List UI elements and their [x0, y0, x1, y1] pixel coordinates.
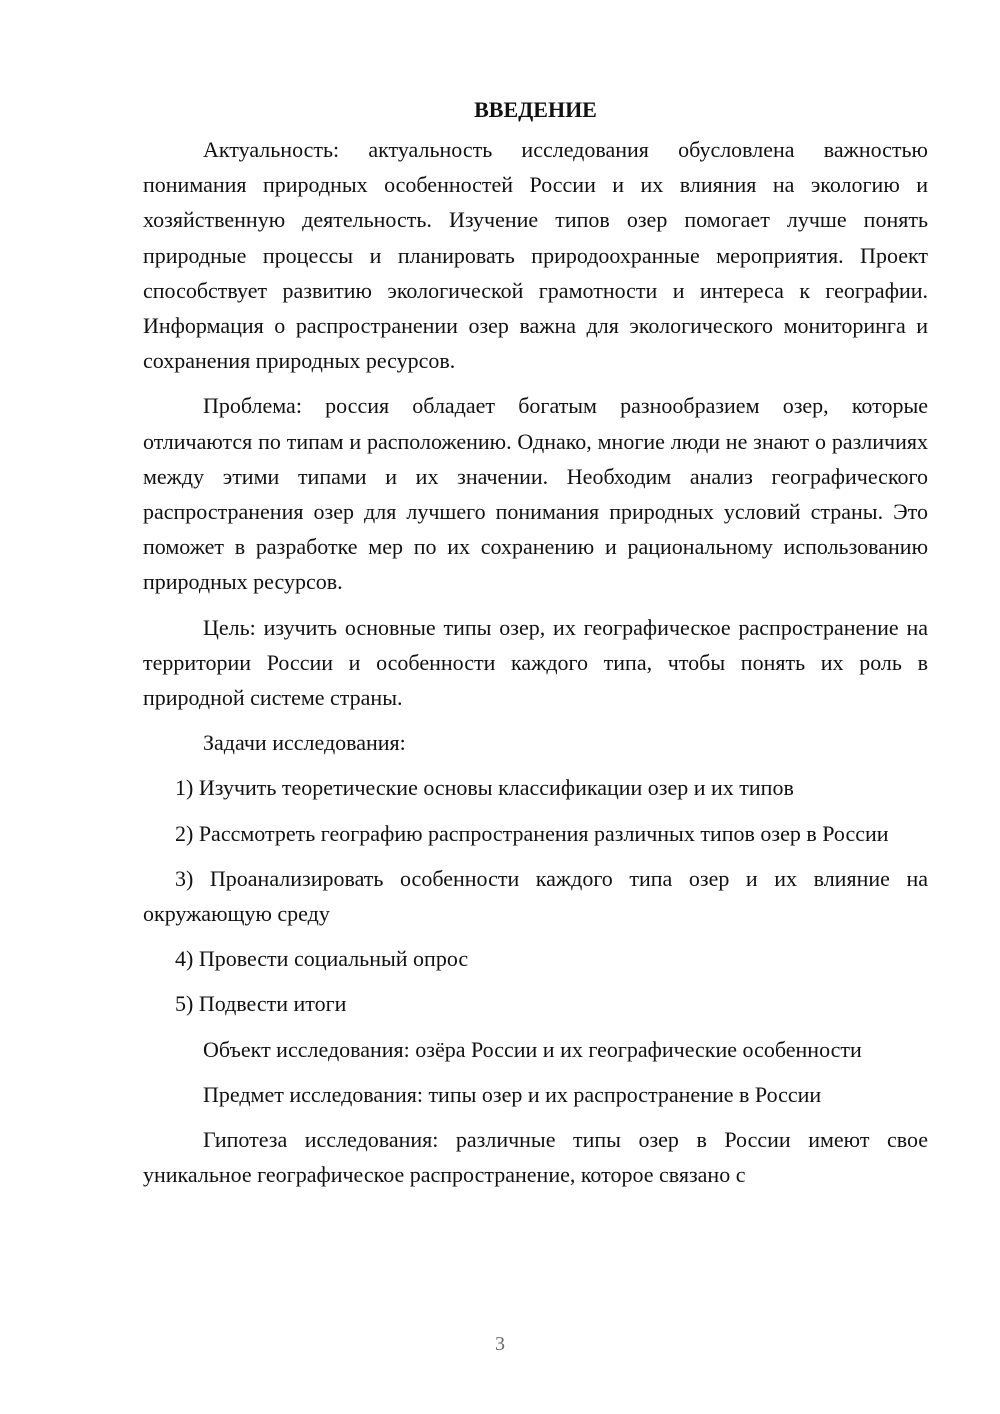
task-item-2: 2) Рассмотреть географию распространения различных типов озер в России: [175, 820, 889, 846]
document-page: [143, 92, 928, 1202]
task-item-4: 4) Провести социальный опрос: [175, 946, 469, 972]
paragraph-goal: Цель: изучить основные типы озер, их географическое распространение на территории России и особенности каждого типа, чтобы понять их роль в природной системе страны.: [143, 614, 928, 711]
paragraph-hypothesis: Гипотеза исследования: различные типы озер в России имеют свое уникальное географическое распространение, которое связано с: [143, 1127, 928, 1188]
paragraph-tasks-title: Задачи исследования:: [203, 730, 406, 756]
paragraph-object: Объект исследования: озёра России и их географические особенности: [203, 1036, 862, 1062]
page-number: 3: [495, 1333, 505, 1355]
document-heading: ВВЕДЕНИЕ: [474, 97, 597, 122]
task-item-1: 1) Изучить теоретические основы классификации озер и их типов: [175, 775, 794, 801]
paragraph-subject: Предмет исследования: типы озер и их распространение в России: [203, 1081, 822, 1107]
task-item-3: 3) Проанализировать особенности каждого типа озер и их влияние на окружающую среду: [143, 865, 928, 927]
paragraph-problem: Проблема: россия обладает богатым разнообразием озер, которые отличаются по типам и расположению. Однако, многие люди не знают о различиях между этими типами и их значении. Необходим анализ географического распространения озер для лучшего понимания природных условий страны. Это поможет в разработке мер по их сохранению и рациональному использованию природных ресурсов.: [143, 393, 928, 595]
paragraph-relevance: Актуальность: актуальность исследования обусловлена важностью понимания природных особенностей России и их влияния на экологию и хозяйственную деятельность. Изучение типов озер помогает лучше понять природные процессы и планировать природоохранные мероприятия. Проект способствует развитию экологической грамотности и интереса к географии. Информация о распространении озер важна для экологического мониторинга и сохранения природных ресурсов.: [143, 137, 928, 374]
task-item-5: 5) Подвести итоги: [175, 991, 347, 1017]
